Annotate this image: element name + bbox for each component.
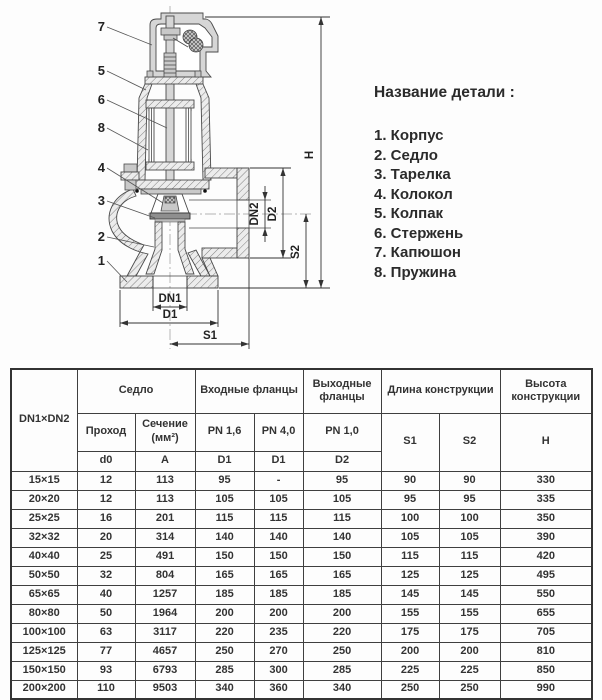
col-header-d0: d0 bbox=[77, 451, 135, 471]
callout-7: 7 bbox=[97, 19, 105, 34]
dim-label-s1: S1 bbox=[202, 330, 218, 342]
callout-1: 1 bbox=[97, 253, 105, 268]
spec-cell: 175 bbox=[439, 623, 500, 642]
spec-cell: 185 bbox=[195, 585, 254, 604]
spec-cell: 115 bbox=[381, 547, 439, 566]
spec-cell: 95 bbox=[439, 490, 500, 509]
knurled-knob bbox=[189, 38, 203, 52]
dim-label-dn1: DN1 bbox=[158, 293, 182, 305]
callout-6: 6 bbox=[97, 92, 105, 107]
spec-cell: 145 bbox=[439, 585, 500, 604]
spec-cell: 50 bbox=[77, 604, 135, 623]
spec-cell: 9503 bbox=[135, 680, 195, 699]
spec-cell: 270 bbox=[254, 642, 303, 661]
col-header-pn40: PN 4,0 bbox=[254, 413, 303, 451]
spec-cell: 150×150 bbox=[11, 661, 77, 680]
spec-cell: 491 bbox=[135, 547, 195, 566]
spec-cell: 335 bbox=[500, 490, 592, 509]
spec-cell: 165 bbox=[303, 566, 381, 585]
spec-cell: 220 bbox=[303, 623, 381, 642]
col-header-outlet-flanges: Выходные фланцы bbox=[303, 369, 381, 413]
spec-row bbox=[11, 585, 592, 604]
spec-cell: 201 bbox=[135, 509, 195, 528]
spec-cell: 40×40 bbox=[11, 547, 77, 566]
spec-cell: 150 bbox=[195, 547, 254, 566]
parts-list-items bbox=[374, 126, 596, 282]
spec-cell: 330 bbox=[500, 471, 592, 490]
spec-cell: 93 bbox=[77, 661, 135, 680]
part-item: 6. Стержень bbox=[374, 224, 464, 242]
parts-list bbox=[374, 84, 596, 282]
spec-cell: 115 bbox=[439, 547, 500, 566]
spec-table bbox=[10, 368, 593, 700]
dimension-s2 bbox=[290, 214, 309, 288]
spec-cell: 150 bbox=[254, 547, 303, 566]
col-header-section: Сечение (мм²) bbox=[135, 413, 195, 451]
spec-cell: 420 bbox=[500, 547, 592, 566]
col-header-d1a: D1 bbox=[195, 451, 254, 471]
part-item: 2. Седло bbox=[374, 146, 438, 164]
spec-cell: 314 bbox=[135, 528, 195, 547]
spec-cell: 1964 bbox=[135, 604, 195, 623]
spec-cell: 15×15 bbox=[11, 471, 77, 490]
spec-cell: 4657 bbox=[135, 642, 195, 661]
spec-cell: 200 bbox=[439, 642, 500, 661]
dim-label-d2: D2 bbox=[267, 206, 279, 222]
valve-seat bbox=[178, 222, 194, 274]
spec-cell: 175 bbox=[381, 623, 439, 642]
spec-cell: 350 bbox=[500, 509, 592, 528]
spec-cell: 140 bbox=[195, 528, 254, 547]
spec-row bbox=[11, 604, 592, 623]
spec-cell: 200 bbox=[195, 604, 254, 623]
spec-cell: 12 bbox=[77, 471, 135, 490]
spec-cell: 115 bbox=[303, 509, 381, 528]
spec-cell: 804 bbox=[135, 566, 195, 585]
spec-cell: 165 bbox=[195, 566, 254, 585]
spec-cell: 50×50 bbox=[11, 566, 77, 585]
spec-table-body bbox=[11, 471, 592, 699]
spec-cell: - bbox=[254, 471, 303, 490]
spec-cell: 12 bbox=[77, 490, 135, 509]
spec-cell: 65×65 bbox=[11, 585, 77, 604]
spec-cell: 95 bbox=[381, 490, 439, 509]
col-header-pn10: PN 1,0 bbox=[303, 413, 381, 451]
spec-cell: 300 bbox=[254, 661, 303, 680]
dim-label-h: H bbox=[304, 150, 316, 160]
spec-cell: 250 bbox=[439, 680, 500, 699]
spec-row bbox=[11, 661, 592, 680]
col-header-s2: S2 bbox=[439, 413, 500, 471]
dim-label-d1: D1 bbox=[162, 309, 178, 321]
col-header-sedlo: Седло bbox=[77, 369, 195, 413]
callout-8: 8 bbox=[97, 120, 105, 135]
spec-cell: 1257 bbox=[135, 585, 195, 604]
spec-row bbox=[11, 490, 592, 509]
dimension-dn2 bbox=[249, 186, 268, 242]
spec-cell: 115 bbox=[254, 509, 303, 528]
spec-row bbox=[11, 528, 592, 547]
dim-label-dn2: DN2 bbox=[249, 202, 261, 226]
spec-cell: 155 bbox=[439, 604, 500, 623]
spec-cell: 340 bbox=[195, 680, 254, 699]
callout-5: 5 bbox=[97, 63, 105, 78]
part-item: 8. Пружина bbox=[374, 263, 457, 281]
spec-cell: 250 bbox=[381, 680, 439, 699]
spec-cell: 95 bbox=[303, 471, 381, 490]
spec-cell: 185 bbox=[254, 585, 303, 604]
spec-cell: 155 bbox=[381, 604, 439, 623]
part-item: 4. Колокол bbox=[374, 185, 453, 203]
col-header-a: A bbox=[135, 451, 195, 471]
spec-cell: 90 bbox=[381, 471, 439, 490]
spec-cell: 145 bbox=[381, 585, 439, 604]
spec-cell: 113 bbox=[135, 471, 195, 490]
spec-cell: 200 bbox=[303, 604, 381, 623]
spec-row bbox=[11, 509, 592, 528]
spec-cell: 225 bbox=[439, 661, 500, 680]
spec-cell: 200 bbox=[254, 604, 303, 623]
spec-row bbox=[11, 642, 592, 661]
spec-cell: 495 bbox=[500, 566, 592, 585]
col-header-length: Длина конструкции bbox=[381, 369, 500, 413]
spec-cell: 3117 bbox=[135, 623, 195, 642]
spec-cell: 105 bbox=[195, 490, 254, 509]
spec-cell: 125×125 bbox=[11, 642, 77, 661]
spec-cell: 360 bbox=[254, 680, 303, 699]
spec-cell: 100×100 bbox=[11, 623, 77, 642]
spec-row bbox=[11, 680, 592, 699]
part-item: 7. Капюшон bbox=[374, 244, 461, 261]
spec-cell: 550 bbox=[500, 585, 592, 604]
spec-cell: 235 bbox=[254, 623, 303, 642]
spec-cell: 220 bbox=[195, 623, 254, 642]
spec-cell: 285 bbox=[195, 661, 254, 680]
spec-cell: 655 bbox=[500, 604, 592, 623]
dimension-h bbox=[205, 17, 330, 288]
callout-4: 4 bbox=[97, 160, 105, 175]
parts-list-title: Название детали : bbox=[374, 84, 515, 101]
col-header-dn: DN1×DN2 bbox=[11, 369, 77, 471]
spec-cell: 810 bbox=[500, 642, 592, 661]
spec-cell: 140 bbox=[303, 528, 381, 547]
spec-cell: 32 bbox=[77, 566, 135, 585]
spec-cell: 850 bbox=[500, 661, 592, 680]
spec-cell: 95 bbox=[195, 471, 254, 490]
spec-cell: 25 bbox=[77, 547, 135, 566]
part-item: 5. Колпак bbox=[374, 205, 444, 222]
callout-2: 2 bbox=[97, 229, 105, 244]
col-header-inlet-flanges: Входные фланцы bbox=[195, 369, 303, 413]
spec-cell: 63 bbox=[77, 623, 135, 642]
spec-cell: 110 bbox=[77, 680, 135, 699]
spec-row bbox=[11, 623, 592, 642]
spec-cell: 40 bbox=[77, 585, 135, 604]
spec-cell: 185 bbox=[303, 585, 381, 604]
spec-row bbox=[11, 547, 592, 566]
spec-cell: 105 bbox=[381, 528, 439, 547]
spec-cell: 16 bbox=[77, 509, 135, 528]
spec-cell: 20 bbox=[77, 528, 135, 547]
valve-cap bbox=[150, 13, 218, 77]
spec-cell: 20×20 bbox=[11, 490, 77, 509]
spec-cell: 80×80 bbox=[11, 604, 77, 623]
dim-label-s2: S2 bbox=[290, 244, 302, 260]
spec-cell: 6793 bbox=[135, 661, 195, 680]
col-header-d1b: D1 bbox=[254, 451, 303, 471]
callout-3: 3 bbox=[97, 193, 105, 208]
spec-cell: 140 bbox=[254, 528, 303, 547]
spec-cell: 250 bbox=[195, 642, 254, 661]
valve-disc bbox=[150, 213, 190, 219]
col-header-bore: Проход bbox=[77, 413, 135, 451]
spec-cell: 125 bbox=[439, 566, 500, 585]
spec-cell: 105 bbox=[303, 490, 381, 509]
spec-cell: 115 bbox=[195, 509, 254, 528]
spec-cell: 100 bbox=[439, 509, 500, 528]
spec-row bbox=[11, 566, 592, 585]
spec-cell: 250 bbox=[303, 642, 381, 661]
spec-cell: 100 bbox=[381, 509, 439, 528]
spec-cell: 77 bbox=[77, 642, 135, 661]
col-header-height: Высота конструкции bbox=[500, 369, 592, 413]
col-header-h: H bbox=[500, 413, 592, 471]
spec-cell: 200 bbox=[381, 642, 439, 661]
col-header-d2: D2 bbox=[303, 451, 381, 471]
spec-cell: 705 bbox=[500, 623, 592, 642]
spec-cell: 225 bbox=[381, 661, 439, 680]
part-item: 3. Тарелка bbox=[374, 166, 451, 183]
col-header-s1: S1 bbox=[381, 413, 439, 471]
spec-cell: 25×25 bbox=[11, 509, 77, 528]
spec-cell: 105 bbox=[254, 490, 303, 509]
spec-cell: 285 bbox=[303, 661, 381, 680]
valve-cross-section-drawing bbox=[0, 0, 360, 358]
spec-cell: 165 bbox=[254, 566, 303, 585]
spec-cell: 990 bbox=[500, 680, 592, 699]
spec-cell: 105 bbox=[439, 528, 500, 547]
col-header-pn16: PN 1,6 bbox=[195, 413, 254, 451]
spec-cell: 32×32 bbox=[11, 528, 77, 547]
valve-seat bbox=[146, 222, 162, 274]
spec-cell: 90 bbox=[439, 471, 500, 490]
spec-row bbox=[11, 471, 592, 490]
spec-cell: 113 bbox=[135, 490, 195, 509]
spec-cell: 390 bbox=[500, 528, 592, 547]
spec-cell: 340 bbox=[303, 680, 381, 699]
spec-cell: 200×200 bbox=[11, 680, 77, 699]
spec-cell: 150 bbox=[303, 547, 381, 566]
spec-cell: 125 bbox=[381, 566, 439, 585]
part-item: 1. Корпус bbox=[374, 127, 444, 144]
